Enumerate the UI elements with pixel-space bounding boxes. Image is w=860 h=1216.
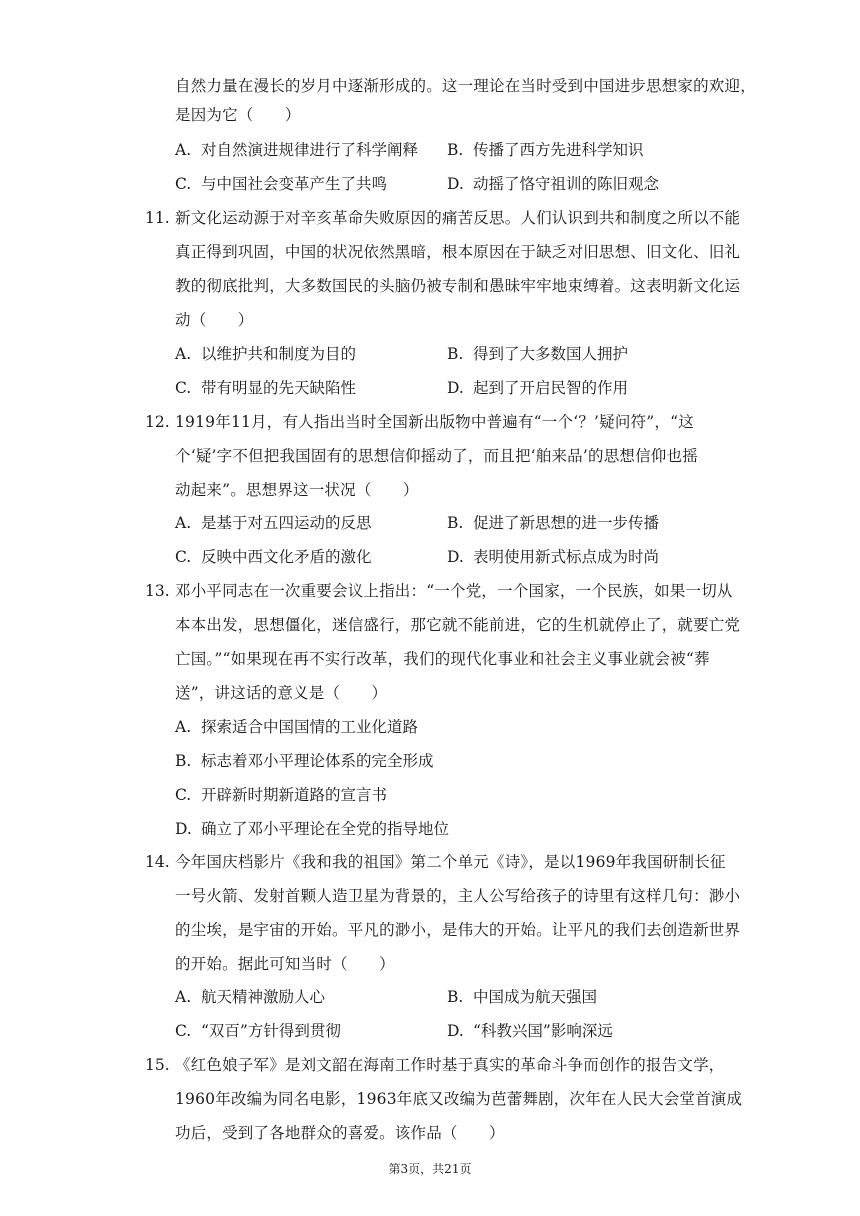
option-c: C. 反映中西文化矛盾的激化: [175, 548, 372, 566]
question-text-line: 《红色娘子军》是刘文韶在海南工作时基于真实的革命斗争而创作的报告文学，: [175, 1056, 725, 1074]
question-text-line: 1960年改编为同名电影，1963年底又改编为芭蕾舞剧，次年在人民大会堂首演成: [175, 1090, 743, 1108]
question-text-line: 教的彻底批判，大多数国民的头脑仍被专制和愚昧牢牢地束缚着。这表明新文化运: [175, 277, 741, 295]
option-b: B. 得到了大多数国人拥护: [447, 345, 629, 363]
question-text-line: 动起来”。思想界这一状况（ ）: [175, 481, 419, 499]
question-number: 13.: [145, 582, 170, 600]
option-c: C. “双百”方针得到贯彻: [175, 1022, 341, 1040]
question-text-line: 真正得到巩固，中国的状况依然黑暗，根本原因在于缺乏对旧思想、旧文化、旧礼: [175, 243, 741, 261]
option-b: B. 标志着邓小平理论体系的完全形成: [175, 752, 434, 770]
question-text-line: 新文化运动源于对辛亥革命失败原因的痛苦反思。人们认识到共和制度之所以不能: [175, 209, 741, 227]
question-text-line: 个‘疑’字不但把我国固有的思想信仰摇动了，而且把‘舶来品’的思想信仰也摇: [175, 447, 698, 465]
option-b: B. 中国成为航天强国: [447, 988, 598, 1006]
question-text-line: 动（ ）: [175, 311, 254, 329]
option-c: C. 与中国社会变革产生了共鸣: [175, 175, 388, 193]
option-a: A. 以维护共和制度为目的: [175, 345, 357, 363]
option-a: A. 是基于对五四运动的反思: [175, 514, 372, 532]
question-number: 12.: [145, 413, 170, 431]
page-footer: 第3页，共21页: [388, 1162, 472, 1176]
question-text-line: 是因为它（ ）: [175, 106, 301, 124]
question-text-line: 亡国。”“如果现在再不实行改革，我们的现代化事业和社会主义事业就会被“葬: [175, 650, 710, 668]
question-text-line: 的尘埃，是宇宙的开始。平凡的渺小，是伟大的开始。让平凡的我们去创造新世界: [175, 921, 741, 939]
option-b: B. 促进了新思想的进一步传播: [447, 514, 660, 532]
question-text-line: 自然力量在漫长的岁月中逐渐形成的。这一理论在当时受到中国进步思想家的欢迎，: [175, 77, 756, 95]
option-a: A. 对自然演进规律进行了科学阐释: [175, 141, 419, 159]
question-text-line: 邓小平同志在一次重要会议上指出：“一个党，一个国家，一个民族，如果一切从: [175, 582, 733, 600]
option-d: D. “科教兴国”影响深远: [447, 1022, 613, 1040]
question-text-line: 今年国庆档影片《我和我的祖国》第二个单元《诗》，是以1969年我国研制长征: [175, 853, 726, 871]
question-text-line: 1919年11月，有人指出当时全国新出版物中普遍有“一个‘？’疑问符”，“这: [175, 413, 694, 431]
option-a: A. 探索适合中国国情的工业化道路: [175, 718, 419, 736]
question-number: 15.: [145, 1056, 170, 1074]
question-text-line: 功后，受到了各地群众的喜爱。该作品（ ）: [175, 1124, 505, 1142]
question-number: 11.: [145, 209, 170, 227]
option-c: C. 带有明显的先天缺陷性: [175, 379, 357, 397]
question-text-line: 送”，讲这话的意义是（ ）: [175, 684, 388, 702]
question-text-line: 的开始。据此可知当时（ ）: [175, 955, 395, 973]
option-d: D. 表明使用新式标点成为时尚: [447, 548, 660, 566]
question-text-line: 本本出发，思想僵化，迷信盛行，那它就不能前进，它的生机就停止了，就要亡党: [175, 616, 741, 634]
option-d: D. 动摇了恪守祖训的陈旧观念: [447, 175, 660, 193]
option-a: A. 航天精神激励人心: [175, 988, 326, 1006]
question-number: 14.: [145, 853, 170, 871]
option-d: D. 起到了开启民智的作用: [447, 379, 629, 397]
option-d: D. 确立了邓小平理论在全党的指导地位: [175, 820, 450, 838]
option-b: B. 传播了西方先进科学知识: [447, 141, 644, 159]
question-text-line: 一号火箭、发射首颗人造卫星为背景的，主人公写给孩子的诗里有这样几句：渺小: [175, 887, 741, 905]
option-c: C. 开辟新时期新道路的宣言书: [175, 786, 388, 804]
